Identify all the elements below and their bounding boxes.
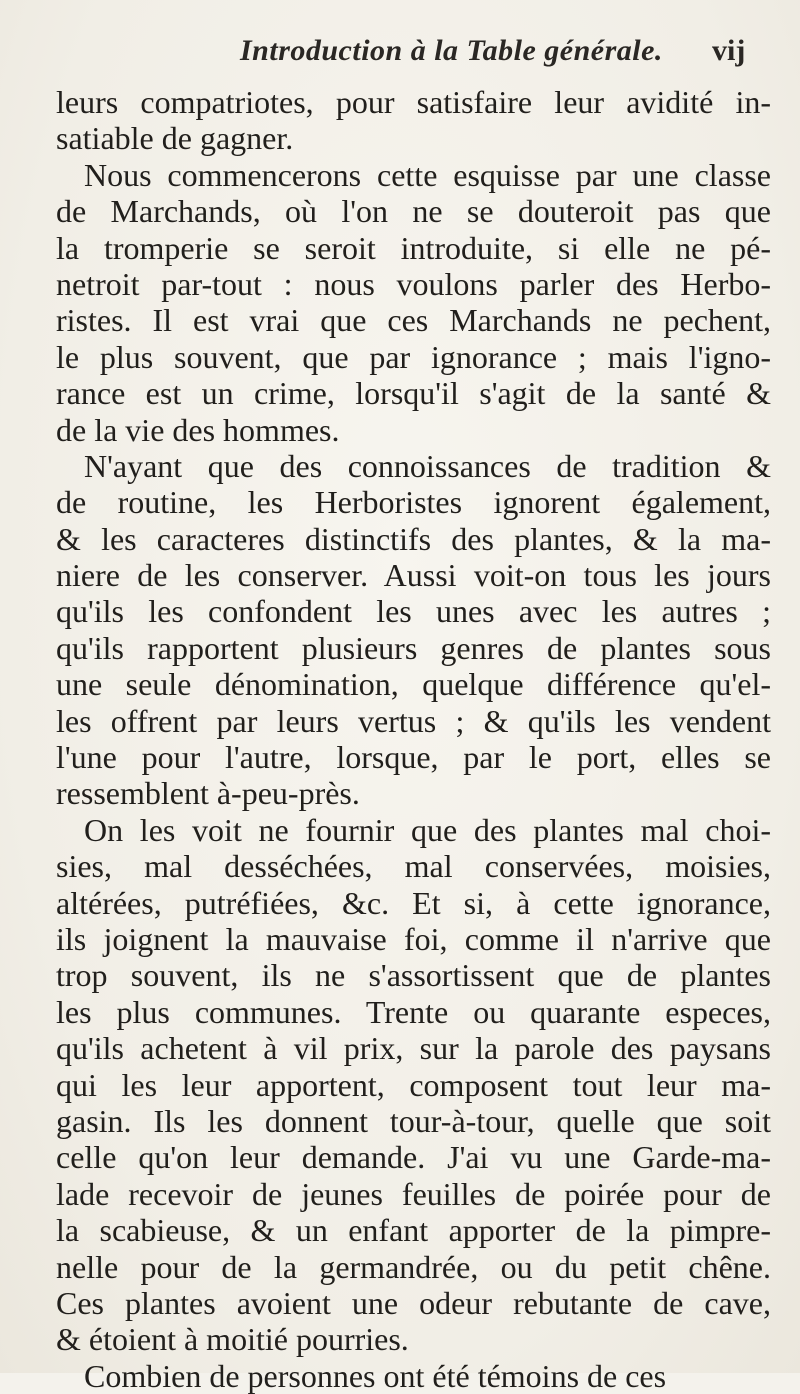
text-line: une seule dénomination, quelque différence qu'el- [56,666,771,703]
text-line: niere de les conserver. Aussi voit-on tous les jours [56,557,771,594]
text-line: la tromperie se seroit introduite, si elle ne pé- [56,229,771,266]
text-line: nelle pour de la germandrée, ou du petit chêne. [56,1248,771,1285]
text-line: rance est un crime, lorsqu'il s'agit de la santé & [56,375,771,412]
text-line: qui les leur apportent, composent tout leur ma- [56,1066,771,1103]
text-line: & les caracteres distinctifs des plantes, & la ma- [56,520,771,557]
text-line: qu'ils les confondent les unes avec les autres ; [56,593,771,630]
text-line: de Marchands, où l'on ne se douteroit pas que [56,193,771,230]
text-line: le plus souvent, que par ignorance ; mais l'igno- [56,338,771,375]
text-line: qu'ils achetent à vil prix, sur la parole des paysans [56,1030,771,1067]
text-line: On les voit ne fournir que des plantes mal choi- [84,811,771,848]
text-line: ils joignent la mauvaise foi, comme il n'arrive que [56,920,771,957]
page-number: vij [712,34,746,67]
text-line: gasin. Ils les donnent tour-à-tour, quelle que soit [56,1102,771,1139]
text-line: ressemblent à-peu-près. [56,775,360,812]
text-line: & étoient à moitié pourries. [56,1321,409,1358]
text-line: altérées, putréfiées, &c. Et si, à cette ignorance, [56,884,771,921]
text-line: les offrent par leurs vertus ; & qu'ils les vendent [56,702,771,739]
text-line: Ces plantes avoient une odeur rebutante de cave, [56,1284,771,1321]
text-line: ristes. Il est vrai que ces Marchands ne pechent, [56,302,771,339]
text-line: satiable de gagner. [56,120,294,157]
text-line: Nous commencerons cette esquisse par une classe [84,156,771,193]
text-line: les plus communes. Trente ou quarante especes, [56,993,771,1030]
text-line: trop souvent, ils ne s'assortissent que de plantes [56,957,771,994]
text-line: l'une pour l'autre, lorsque, par le port, elles se [56,739,771,776]
text-line: sies, mal desséchées, mal conservées, moisies, [56,848,771,885]
text-line: de routine, les Herboristes ignorent également, [56,484,771,521]
text-line: qu'ils rapportent plusieurs genres de plantes sous [56,629,771,666]
text-line: N'ayant que des connoissances de tradition & [84,447,771,484]
running-title: Introduction à la Table générale. [240,34,663,67]
text-line: Combien de personnes ont été témoins de ces [84,1357,667,1394]
text-line: celle qu'on leur demande. J'ai vu une Garde-ma- [56,1139,771,1176]
text-line: leurs compatriotes, pour satisfaire leur avidité in- [56,84,771,120]
body-text [56,84,771,1394]
text-line: lade recevoir de jeunes feuilles de poirée pour de [56,1175,771,1212]
text-line: de la vie des hommes. [56,411,340,448]
text-line: la scabieuse, & un enfant apporter de la pimpre- [56,1212,771,1249]
text-line: netroit par-tout : nous voulons parler des Herbo- [56,265,771,302]
